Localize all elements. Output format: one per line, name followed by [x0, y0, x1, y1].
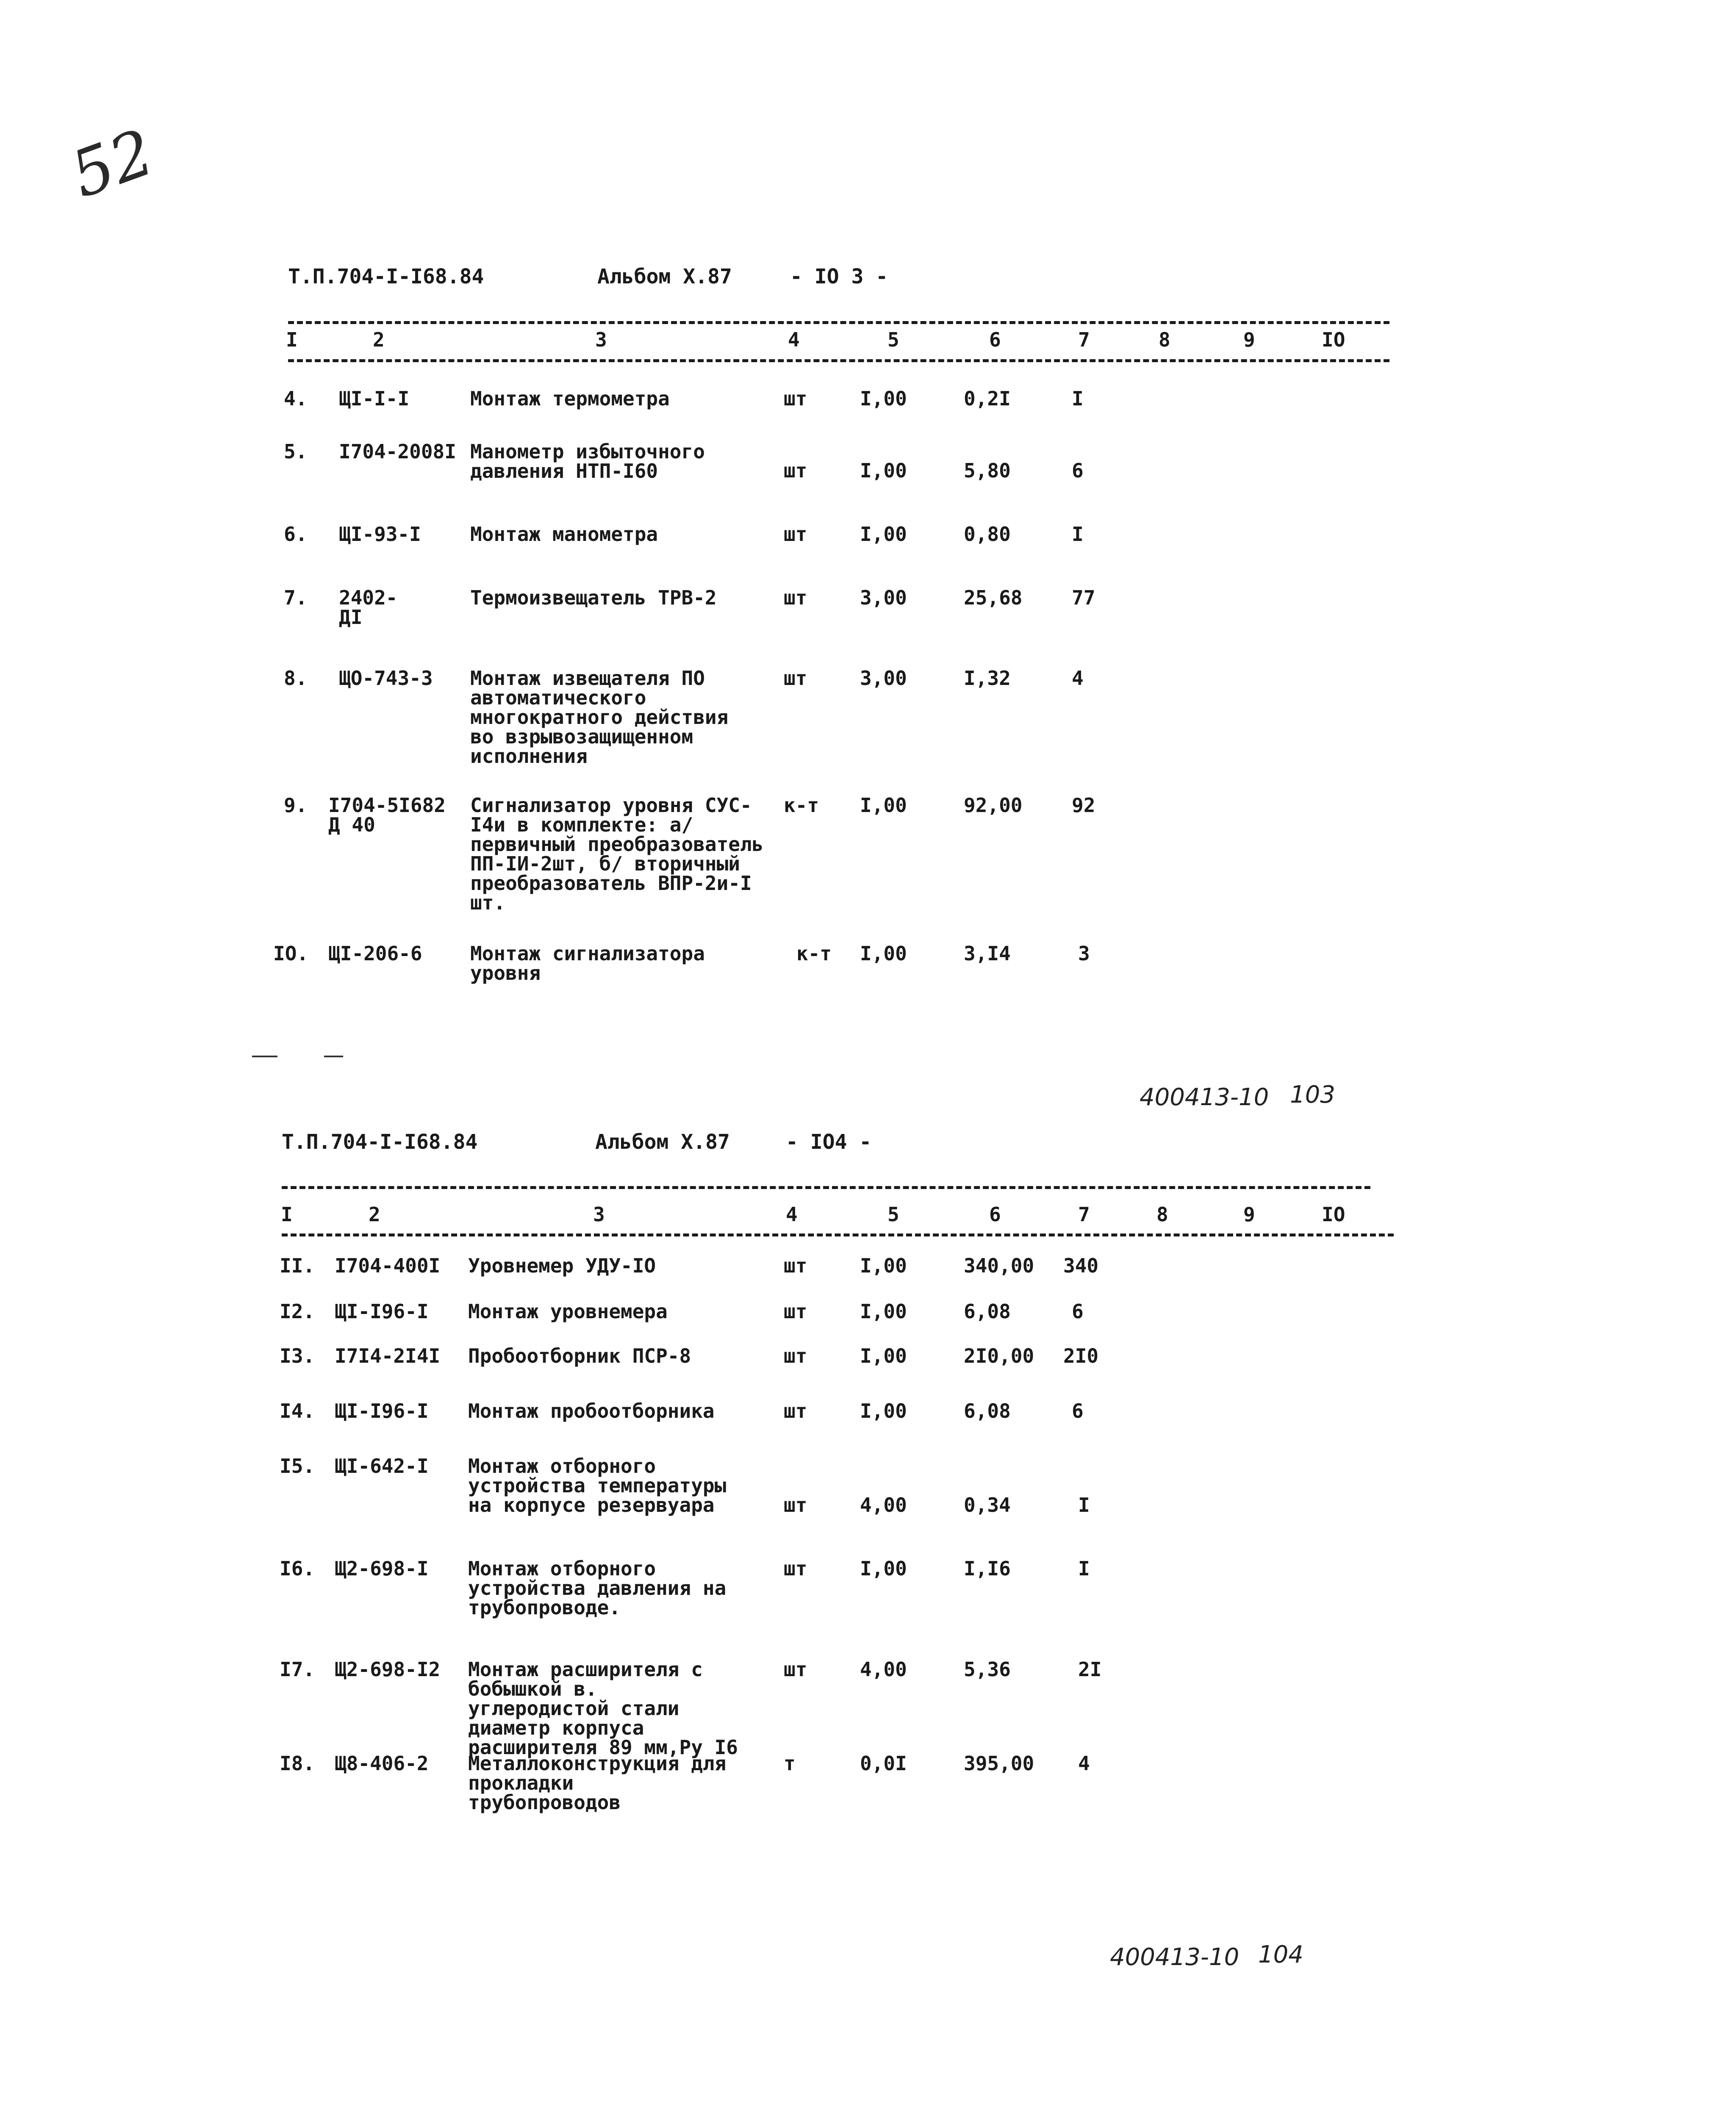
- row-price: 340,00: [964, 1254, 1034, 1277]
- row-price: 5,80: [964, 459, 1011, 482]
- row-total: 4: [1072, 667, 1084, 690]
- row-code: ЩI-I-I: [339, 387, 410, 410]
- row-description: Сигнализатор уровня СУС-I4и в комплекте: а/ первичный преобразователь ПП-IИ-2шт, б/ вторичный преобразователь ВПР-2и-I шт.: [470, 794, 764, 914]
- row-total: I: [1078, 1557, 1090, 1580]
- row-quantity: 3,00: [860, 586, 907, 609]
- handwritten-ref: 400413-10: [1140, 1084, 1269, 1111]
- row-code: ЩО-743-3: [339, 667, 433, 690]
- page-number: - IO4 -: [786, 1130, 872, 1154]
- row-quantity: 4,00: [860, 1658, 907, 1681]
- row-code: ЩI-93-I: [339, 523, 421, 546]
- row-description: Манометр избыточного давления НТП-I60: [470, 440, 705, 482]
- row-code: Щ2-698-I: [335, 1557, 429, 1580]
- col-header: 2: [369, 1203, 380, 1226]
- row-quantity: I,00: [860, 387, 907, 410]
- row-price: 5,36: [964, 1658, 1011, 1681]
- row-quantity: I,00: [860, 459, 907, 482]
- row-number: 7.: [284, 586, 308, 609]
- row-quantity: I,00: [860, 523, 907, 546]
- album-label: Альбом X.87: [597, 265, 732, 288]
- col-header: 3: [593, 1203, 605, 1226]
- row-price: 0,2I: [964, 387, 1011, 410]
- row-unit: шт: [784, 1254, 807, 1277]
- row-number: II.: [280, 1254, 315, 1277]
- row-description: Термоизвещатель ТРВ-2: [470, 586, 717, 609]
- row-total: 3: [1078, 942, 1090, 965]
- row-number: I6.: [280, 1557, 315, 1580]
- row-price: I,32: [964, 667, 1011, 690]
- row-quantity: I,00: [860, 794, 907, 817]
- row-price: 2I0,00: [964, 1344, 1034, 1367]
- col-header: 6: [989, 328, 1001, 351]
- row-code: ЩI-206-6: [328, 942, 422, 965]
- row-number: 5.: [284, 440, 308, 463]
- corner-handwritten-mark: 52: [61, 115, 163, 213]
- col-header: 4: [786, 1203, 798, 1226]
- row-unit: шт: [784, 523, 807, 546]
- row-unit: шт: [784, 1557, 807, 1580]
- col-header: I: [286, 328, 298, 351]
- row-description: Монтаж пробоотборника: [468, 1400, 715, 1422]
- row-quantity: I,00: [860, 1300, 907, 1323]
- row-number: IO.: [273, 942, 309, 965]
- col-header: 5: [887, 1203, 899, 1226]
- col-header: 9: [1243, 1203, 1255, 1226]
- col-header: 9: [1243, 328, 1255, 351]
- row-unit: шт: [784, 459, 807, 482]
- row-quantity: 0,0I: [860, 1752, 907, 1775]
- album-label: Альбом X.87: [595, 1130, 730, 1154]
- separator-dash: [324, 1056, 343, 1057]
- row-code: I704-400I: [335, 1254, 441, 1277]
- row-price: 395,00: [964, 1752, 1034, 1775]
- row-price: 6,08: [964, 1300, 1011, 1323]
- row-total: 92: [1072, 794, 1095, 817]
- col-header: 7: [1078, 328, 1090, 351]
- row-total: 4: [1078, 1752, 1090, 1775]
- row-total: 2I: [1078, 1658, 1102, 1681]
- row-total: I: [1072, 523, 1084, 546]
- row-quantity: 4,00: [860, 1494, 907, 1516]
- row-number: 4.: [284, 387, 308, 410]
- row-total: I: [1072, 387, 1084, 410]
- row-code: I704-2008I: [339, 440, 456, 463]
- col-header: 3: [595, 328, 607, 351]
- row-quantity: 3,00: [860, 667, 907, 690]
- row-quantity: I,00: [860, 1254, 907, 1277]
- row-number: I3.: [280, 1344, 315, 1367]
- handwritten-page: 104: [1258, 1941, 1303, 1968]
- col-header: IO: [1322, 1203, 1345, 1226]
- row-total: 6: [1072, 1300, 1084, 1323]
- row-quantity: I,00: [860, 1344, 907, 1367]
- row-unit: т: [784, 1752, 796, 1775]
- row-price: 92,00: [964, 794, 1023, 817]
- handwritten-ref: 400413-10: [1110, 1943, 1240, 1971]
- row-price: 0,80: [964, 523, 1011, 546]
- row-code: ЩI-642-I: [335, 1455, 429, 1477]
- row-unit: шт: [784, 1400, 807, 1422]
- row-quantity: I,00: [860, 1557, 907, 1580]
- separator-dash: [252, 1056, 277, 1057]
- row-unit: шт: [784, 1300, 807, 1323]
- row-number: 9.: [284, 794, 308, 817]
- row-unit: шт: [784, 1494, 807, 1516]
- row-description: Металлоконструкция для прокладки трубопроводов: [468, 1752, 727, 1814]
- col-header: 6: [989, 1203, 1001, 1226]
- row-number: I2.: [280, 1300, 315, 1323]
- row-number: 8.: [284, 667, 308, 690]
- col-header: 2: [373, 328, 385, 351]
- row-quantity: I,00: [860, 942, 907, 965]
- row-price: 3,I4: [964, 942, 1011, 965]
- row-quantity: I,00: [860, 1400, 907, 1422]
- row-price: 0,34: [964, 1494, 1011, 1516]
- doc-code: Т.П.704-I-I68.84: [288, 265, 484, 288]
- row-code: I704-5I682 Д 40: [328, 794, 446, 836]
- handwritten-page: 103: [1290, 1081, 1335, 1109]
- row-code: Щ2-698-I2: [335, 1658, 441, 1681]
- col-header: 7: [1078, 1203, 1090, 1226]
- row-description: Монтаж термометра: [470, 387, 670, 410]
- row-code: Щ8-406-2: [335, 1752, 429, 1775]
- row-total: 6: [1072, 459, 1084, 482]
- row-unit: шт: [784, 1344, 807, 1367]
- row-unit: к-т: [796, 942, 832, 965]
- row-description: Монтаж уровнемера: [468, 1300, 668, 1323]
- row-number: I4.: [280, 1400, 315, 1422]
- row-number: 6.: [284, 523, 308, 546]
- row-unit: шт: [784, 387, 807, 410]
- row-number: I7.: [280, 1658, 315, 1681]
- row-code: ЩI-I96-I: [335, 1300, 429, 1323]
- row-number: I5.: [280, 1455, 315, 1477]
- col-header: IO: [1322, 328, 1345, 351]
- row-description: Монтаж манометра: [470, 523, 658, 546]
- row-description: Уровнемер УДУ-IO: [468, 1254, 656, 1277]
- row-price: I,I6: [964, 1557, 1011, 1580]
- row-code: 2402-ДI: [339, 586, 398, 629]
- row-total: 6: [1072, 1400, 1084, 1422]
- row-description: Монтаж расширителя с бобышкой в. углеродистой стали диаметр корпуса расширителя 89 мм,Ру I6: [468, 1658, 738, 1759]
- row-description: Монтаж извещателя ПО автоматического многократного действия во взрывозащищенном исполнения: [470, 667, 729, 768]
- row-code: I7I4-2I4I: [335, 1344, 441, 1367]
- row-total: 2I0: [1063, 1344, 1099, 1367]
- row-total: 340: [1063, 1254, 1099, 1277]
- col-header: 5: [887, 328, 899, 351]
- row-unit: шт: [784, 667, 807, 690]
- col-header: 8: [1159, 328, 1170, 351]
- col-header: 4: [788, 328, 800, 351]
- row-total: I: [1078, 1494, 1090, 1516]
- col-header: 8: [1156, 1203, 1168, 1226]
- row-code: ЩI-I96-I: [335, 1400, 429, 1422]
- row-description: Монтаж отборного устройства температуры на корпусе резервуара: [468, 1455, 727, 1516]
- page-number: - IO 3 -: [790, 265, 888, 288]
- row-total: 77: [1072, 586, 1095, 609]
- row-description: Пробоотборник ПСР-8: [468, 1344, 691, 1367]
- col-header: I: [281, 1203, 293, 1226]
- row-unit: к-т: [784, 794, 819, 817]
- row-price: 25,68: [964, 586, 1023, 609]
- row-number: I8.: [280, 1752, 315, 1775]
- row-price: 6,08: [964, 1400, 1011, 1422]
- row-description: Монтаж отборного устройства давления на трубопроводе.: [468, 1557, 727, 1619]
- row-unit: шт: [784, 1658, 807, 1681]
- doc-code: Т.П.704-I-I68.84: [282, 1130, 478, 1154]
- row-description: Монтаж сигнализатора уровня: [470, 942, 705, 984]
- row-unit: шт: [784, 586, 807, 609]
